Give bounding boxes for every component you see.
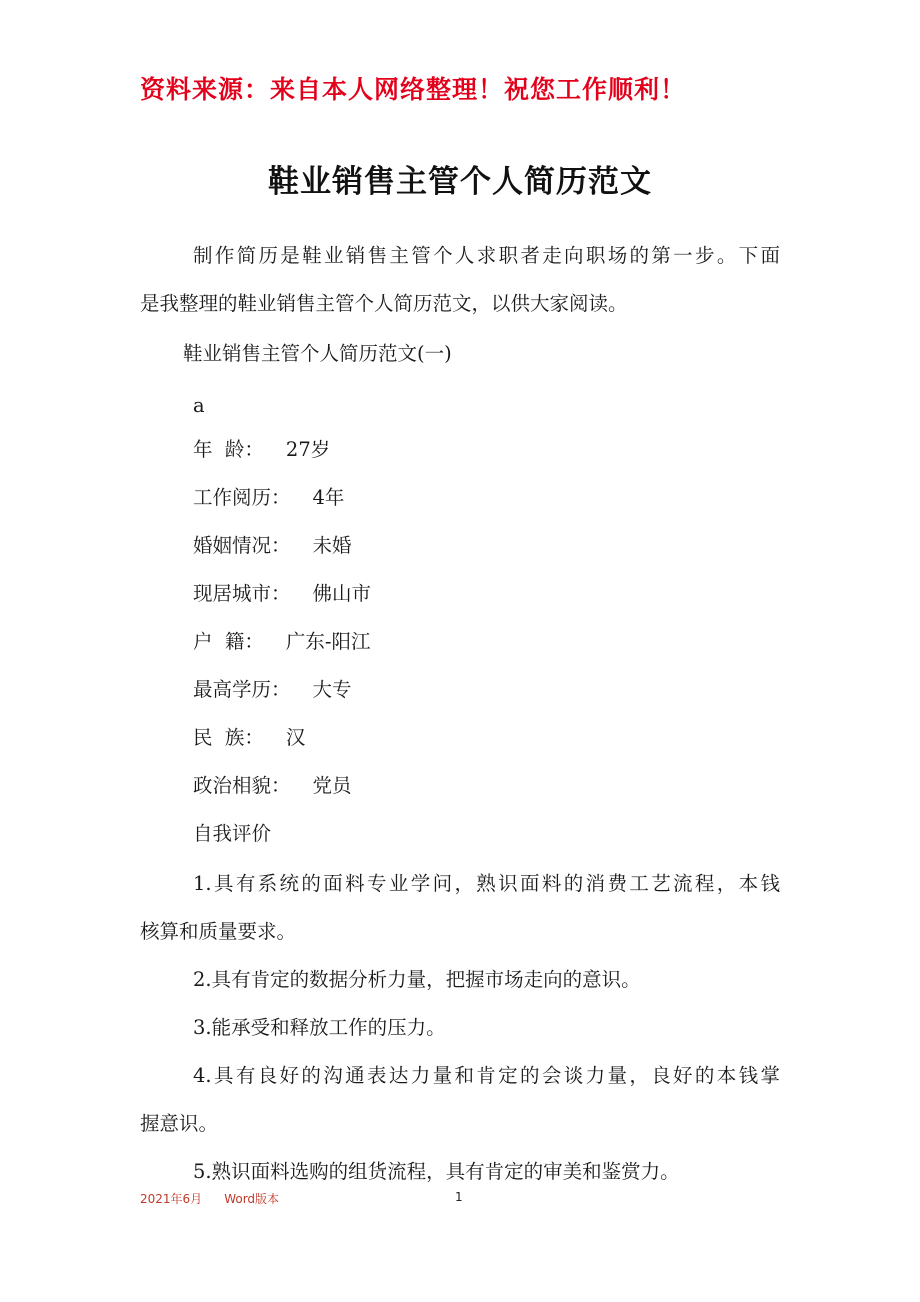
profile-city-value: 佛山市: [312, 582, 372, 605]
profile-experience: [193, 485, 344, 511]
profile-education-label: 最高学历：: [193, 678, 291, 701]
profile-age-label: 年 龄：: [193, 438, 264, 461]
self-eval-heading: 自我评价: [193, 822, 272, 845]
profile-city: [193, 581, 371, 607]
self-eval-item-4-line-2: 握意识。: [140, 1112, 219, 1135]
profile-political-value: 党员: [312, 774, 352, 797]
profile-political-label: 政治相貌：: [193, 774, 291, 797]
profile-experience-value: 4年: [312, 486, 345, 509]
document-title: 鞋业销售主管个人简历范文: [268, 164, 652, 200]
source-banner: 资料来源：来自本人网络整理！祝您工作顺利！: [140, 75, 687, 104]
profile-marital-label: 婚姻情况：: [193, 534, 291, 557]
section-heading: 鞋业销售主管个人简历范文(一): [183, 342, 452, 365]
self-eval-item-3: 3.能承受和释放工作的压力。: [193, 1016, 446, 1039]
footer-date: 2021年6月: [140, 1192, 203, 1206]
self-eval-item-1-line-1: 1.具有系统的面料专业学问，熟识面料的消费工艺流程，本钱: [193, 872, 780, 895]
profile-hukou-label: 户 籍：: [193, 630, 264, 653]
intro-paragraph-line-1: 制作简历是鞋业销售主管个人求职者走向职场的第一步。下面: [193, 244, 780, 267]
self-eval-item-1-line-2: 核算和质量要求。: [140, 920, 297, 943]
intro-paragraph-line-2: 是我整理的鞋业销售主管个人简历范文，以供大家阅读。: [140, 292, 628, 315]
self-eval-item-2: 2.具有肯定的数据分析力量，把握市场走向的意识。: [193, 968, 641, 991]
profile-education-value: 大专: [312, 678, 352, 701]
self-eval-item-4-line-1: 4.具有良好的沟通表达力量和肯定的会谈力量，良好的本钱掌: [193, 1064, 780, 1087]
profile-ethnicity: [193, 725, 305, 751]
footer-version: Word版本: [224, 1192, 280, 1206]
profile-age: [193, 437, 330, 463]
profile-marital-value: 未婚: [312, 534, 352, 557]
profile-age-value: 27岁: [285, 438, 331, 461]
profile-ethnicity-label: 民 族：: [193, 726, 264, 749]
profile-city-label: 现居城市：: [193, 582, 291, 605]
profile-marital: [193, 533, 352, 559]
profile-hukou: [193, 629, 371, 655]
footer-meta: [140, 1190, 279, 1207]
profile-political: [193, 773, 352, 799]
self-eval-item-5: 5.熟识面料选购的组货流程，具有肯定的审美和鉴赏力。: [193, 1160, 680, 1183]
footer-page-number: 1: [455, 1190, 463, 1204]
profile-ethnicity-value: 汉: [285, 726, 306, 749]
profile-experience-label: 工作阅历：: [193, 486, 291, 509]
name-placeholder: a: [193, 394, 205, 417]
profile-education: [193, 677, 352, 703]
profile-hukou-value: 广东-阳江: [285, 630, 371, 653]
